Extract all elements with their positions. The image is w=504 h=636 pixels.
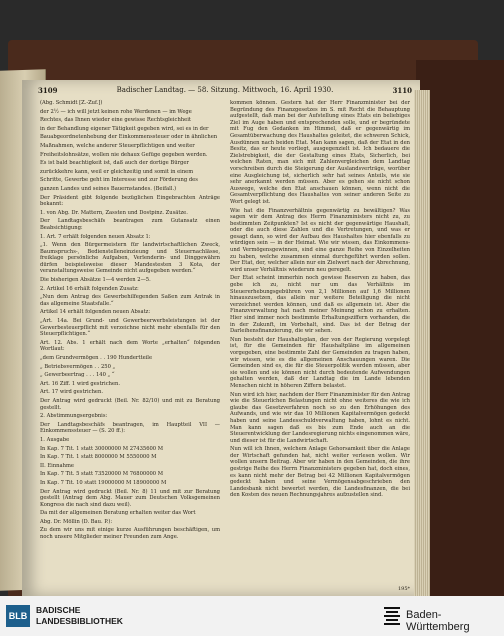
text-paragraph: In Kap. 7 Tit. 10 statt 19000000 M 18900000 M (40, 479, 167, 486)
text-paragraph: Freiheitslohnsätze, wollen nie dehaux Gefüge gegeben werden. (40, 151, 208, 158)
page-running-title: Badischer Landtag. — 58. Sitzung. Mittwoch, 16. April 1930. (116, 86, 334, 94)
text-paragraph: 1. Ausgabe (40, 436, 70, 443)
text-column-left (40, 100, 220, 541)
text-paragraph: Artikel 14 erhält folgenden neuen Absatz: (40, 309, 151, 316)
text-paragraph: Es ist bald beachtigkeit ist, daß auch der dortige Bürger (40, 160, 189, 167)
text-paragraph: 2. Artikel 16 erhält folgenden Zusatz: (40, 285, 139, 292)
text-paragraph: Schritte, Gewerbe geht im Interesse und zur Förderung des (40, 177, 198, 184)
bw-name[interactable]: Baden-Württemberg (406, 609, 470, 633)
text-paragraph: „Nun dem Antrag des Gewerbehilfegenden Saßen zum Antrak in das allgemeine Staatsfalle.“ (40, 294, 220, 307)
text-paragraph: Nun wird ich hier, nachdem der Herr Finanzminister für den Antrag wie die Steuerlichen Belastungen nicht ohne weiteres die wie ich glaube das Gesetzverfahren noch so zu den Erhöhungen des Aufwands, und wie wir das 10 Millionen Kapitalvermögen gedeckt haben und seine Landesschuldverwaltung haben, lohnt es nicht. Man kann sagen daß es bis zum Ende auch an die Steuerentwicklung der Landesregierung nichts eingenommen wäre, und dieser ist für die Landwirtschaft. (230, 391, 410, 444)
text-paragraph: Art. 16 Ziff. 1 wird gestrichen. (40, 380, 121, 387)
text-paragraph: In Kap. 7 Tit. 5 statt 73520000 M 76800000 M (40, 471, 164, 478)
text-paragraph: Der Antrag wird gedruckt (Beil. Nr. 82/10) und mit zu Beratung gestellt. (40, 397, 220, 411)
text-paragraph: Art. 12. Abs. 1 erhält nach dem Worte „erhalten“ folgenden Wortlaut: (40, 339, 220, 353)
blb-name-line1: BADISCHE (36, 605, 81, 615)
text-paragraph: Die bisherigen Absätze 1—4 werden 2—5. (40, 277, 151, 284)
page-edges (414, 90, 430, 596)
text-paragraph: In Kap. 7 Tit. 1 statt 8000000 M 5550000 M (40, 454, 157, 461)
page-number-left: 3109 (38, 86, 58, 95)
text-paragraph: „1. Wenn den Bürgermeistern für landwirtschaftlichen Zweck, Baumspruchs-, Bedienstelleneinzieung und Steuernachlässe, freiklage persönliche Aufgaben, Verlenderin- und Dinggewährn dürfen beispielsweise dieser Mandestesten 3 Kota, der veranstaltungsweise Gemeinde nicht aufgegeben werden.“ (40, 242, 220, 275)
blb-logo[interactable]: BLB (6, 605, 30, 627)
institution-bar (0, 596, 504, 636)
text-paragraph: zurückkehre kann, weil er gleichzeitig und somit in einem (40, 168, 194, 175)
text-paragraph: In Kap. 7 Tit. 1 statt 30000000 M 27435600 M (40, 445, 164, 452)
page-header (38, 86, 412, 98)
text-paragraph: der 2½ — ich will jetzt keinen rohe Werdenen — im Wege (40, 108, 192, 115)
text-paragraph: Maßnahmen, welche anderer Steuerpflichtigen und weiter (40, 142, 195, 149)
text-paragraph: „Art. 14a. Bei Grund- und Gewerbeerwerbsleistungen ist der Gewerbesteuerpflicht mit verzeichne nicht mehr ebenfalls für den Steuerpflichtigen.“ (40, 318, 220, 338)
text-paragraph: Der Antrag wird gedruckt (Beil. Nr. 8) 11 und mit zur Beratung gestellt (Antrag dem Abg. Mauer zum Deutschen Volksgemeinen Kongress die nach sind dazu weil). (40, 488, 220, 508)
text-paragraph: 2. Abstimmungsergebnis: (40, 413, 108, 420)
text-paragraph: Der Landtagsbeschäfs beantragen zum Gutansatz einen Beabsichtigung: (40, 218, 220, 231)
text-paragraph: Art. 17 wird gestrichen. (40, 389, 103, 396)
text-paragraph: Der Etat scheint immerhin noch gewisse Reserven zu haben, das gebe ich zu, nicht nur um das Verhältnis im Steuererhebungsgebühren von 2,1 Millionen auf 1,6 Millionen hinauszusetzen, das allein nur weitere Beteiligung die nicht verzeichnet werden können, und daß es allgemein ist. Aber die Finanzverwaltung hat nach meiner Meinung schon zu erhalten. Hier sind immer noch bestimmte Erhaltungsziffern vorhanden, die in der Zukunft, im Vorbehalt, sind. Das ist der Betrag der Darleihensfinanzierung, die wir sehen. (230, 275, 410, 335)
text-paragraph: kommen können. Gestern hat der Herr Finanzminister bei der Begründung des Finanzgesetzes im S. mit Recht die Behauptung aufgestellt, daß man bei der Aufstellung eines Etats ein beliebiges Ziel im Auge haben und entsprechenden solle, und er begründete mit Fug den Gedanken im Himmel, daß er gegenwärtig im Gesamtüberwachung des Haushaltes geleitet, die schweren Schick, Ausdünnen nach beiden Etat. Man kann sagen, daß der Etat in den Besitz, das er heute vorliegt, ausgegenzielt ist. Ich bedauere die Zielstrebigkeit, die der Gestaltung eines Etats, Sicherlich, bei welchen Raten, man sich mit Zahlenvergleichen dem Landtag vorschreiben durch die Steigerung der Auslandsverträge, worüber eine Ausgleichung ist, sicherlich sehr hat seines Anteils, wie sie sehr anerkannt werden müssen. Aber es gehen sie nicht schon Auswege, welche den Etat anschauen können, wenn nicht die Gesamtverpflichtung des Haushaltes von seiner anderen Seite zu Wort gelegt ist. (230, 100, 410, 205)
text-paragraph: Abg. Dr. Möllin (D. Bau. P.): (40, 518, 113, 525)
text-paragraph: ganzen Landes und seines Bauernstandes. (Beifall.) (40, 185, 177, 192)
stag-emblem-icon (383, 605, 401, 627)
book-page (22, 80, 420, 596)
text-paragraph: Rechtes, das Ihnen wieder eine gewisse Rechtsgleichheit (40, 117, 191, 124)
text-paragraph: II. Einnahme (40, 462, 74, 469)
text-paragraph: Zu dem wir uns mit einige kurze Ausführungen beschäftigen, um noch unsere Mitglieder meiner Freunden zum Ange. (40, 527, 220, 541)
text-paragraph: Wie hat die Finanzverhältnis gegenwärtig zu bewältigen? Was sagen wir dem Antrag des Herrn Finanzministers nicht zu, zu bestimmten Zeitpunkten? Ist es nicht der gegenwärtige Haushalt, oder die auch diese Zahlen und die Vertretungen, und was er gesagt dann, so wird der Aufbau des Haushaltes hier ebenfalls zu würdigen sein — in der Heimat. Wie wir wissen, das Einkommens- und Vermögensgewinnen, sind eine ganze Reihe von Einzelheiten zu haben, welche zusammen einmal durchgeführt werden sollen. Der Etat, der, welcher allein nur ein Zielwert nach der Abrechnung, wird unser Verhältnis wiederum neu geregelt. (230, 207, 410, 273)
text-paragraph: in der Behandlung eigener Tätigkeit gegeben wird, sei es in der (40, 125, 209, 132)
text-column-right (230, 100, 410, 499)
signature-mark: 195* (397, 586, 410, 592)
text-paragraph: Der Präsident gibt folgende bezüglichen Eingebrachten Anträge bekannt: (40, 194, 220, 208)
text-paragraph: „dem Grundvermögen . . 190 Hundertteile (40, 355, 153, 361)
blb-name-line2: LANDESBIBLIOTHEK (36, 616, 123, 626)
text-paragraph: 1. von Abg. Dr. Mattern, Zassten und Dostpinz. Zusätze. (40, 209, 188, 216)
text-paragraph: Bauabgeordnetenhebung der Einkommenssteuer oder in ähnlichen (40, 134, 218, 141)
text-paragraph: Da mit der allgemeinen Beratung erhalten weiter das Wort (40, 510, 196, 517)
text-paragraph: Nun will ich Ihnen, welchem Anlage Gehorsamkeit über die Anlage der Wirtschaft gefunden hat, nicht weiter verlesen wollen. Wir wollen unsern Beitrag. Aber wir haben in den Gemeinden, die ihre gestrige Reihe des Herrn Finanzministers gegeben hat, doch eines, es kann nicht mehr der Betrag bei 42 Millionen Kapitalvermögen gedeckt haben und seine Vermögensabgeschrieben den Landesbank nicht bewertet werden, die Landesfinanzen, die bei den Kosten des neuen Rechnungsjahres aufzustellen sind. (230, 446, 410, 499)
blb-name[interactable] (36, 605, 123, 627)
text-paragraph: Der Landtagsbeschäfs beantragen, im Hauptteil VII — Einkommenssteuer — (S. 20 ff.): (40, 421, 220, 435)
text-paragraph: 1. Art. 7 erhält folgenden neuen Absatz 1: (40, 233, 151, 240)
text-paragraph: Nun besteht der Haushaltsplan, der von der Regierung vorgelegt ist, für die Gemeinden für Haushaltpläne im allgemeinen vorgegeben, eine bestimmte Zahl der Gemeinden zu tragen haben, wir wissen, wie es die allgemeinen Anschauungen waren. Die Gemeinden sind es, die für die Steuerpolitik werden müssen, aber sie wollen und sie können nicht durch bedeutende Aufwendungen gehalten werden, daß der Landtag die im Lande lebenden Menschen nicht in höheren Ziffern belastet. (230, 336, 410, 389)
text-paragraph: „ Gewerbeertrag . . . 140 „ “ (40, 372, 115, 379)
text-paragraph: (Abg. Schmidt [Z.-Zuf.]) (40, 100, 103, 106)
text-paragraph: „ Betriebsvermögen . . 250 „ (40, 363, 116, 370)
page-number-right: 3110 (392, 86, 412, 95)
